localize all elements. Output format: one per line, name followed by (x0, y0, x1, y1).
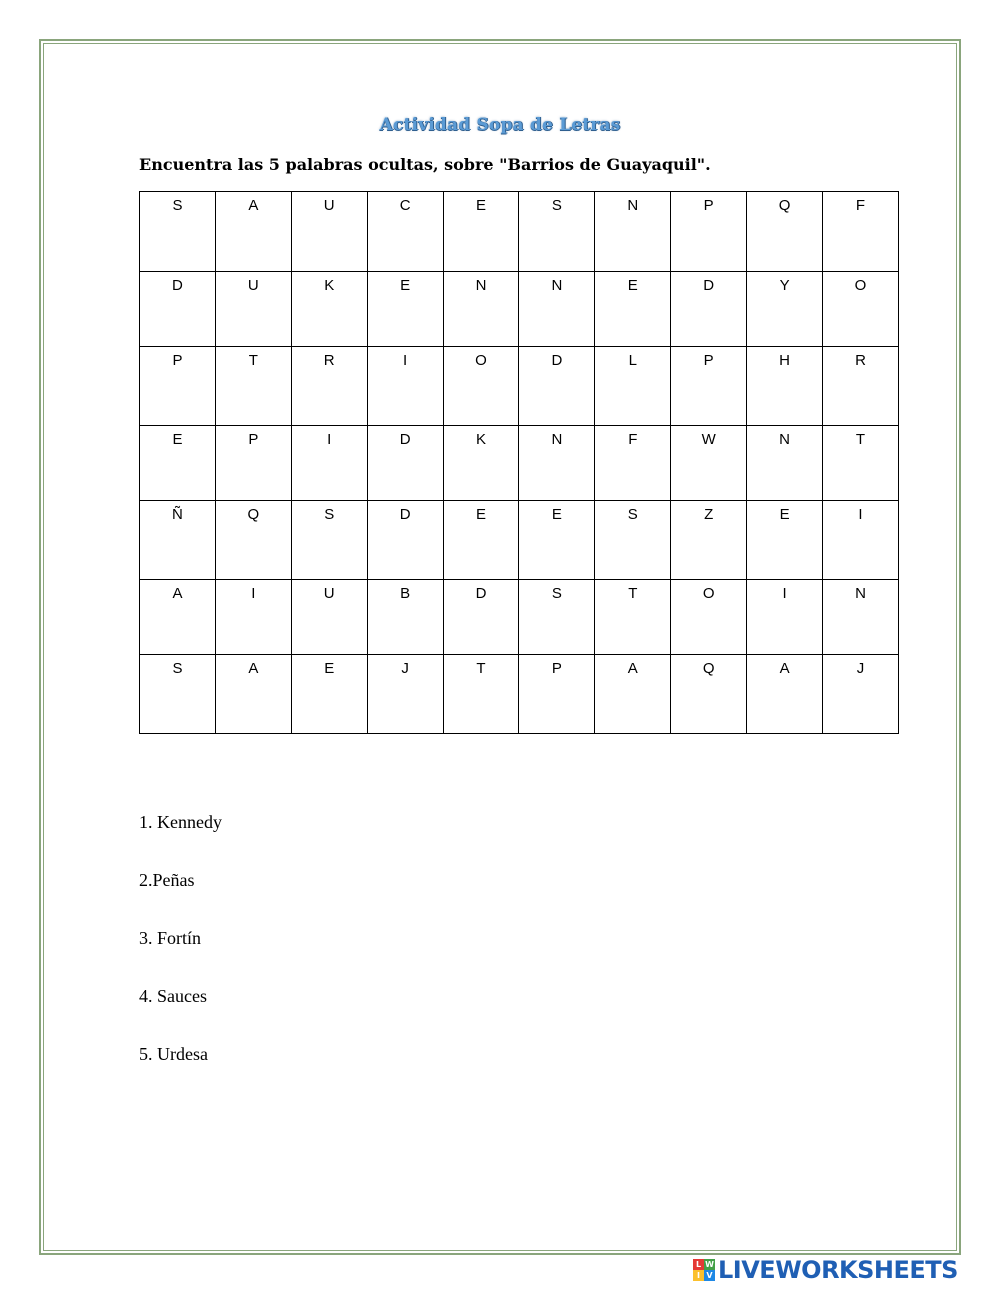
grid-cell[interactable]: D (367, 501, 443, 580)
grid-cell[interactable]: E (443, 501, 519, 580)
grid-cell[interactable]: N (443, 272, 519, 347)
grid-cell[interactable]: T (823, 426, 899, 501)
grid-cell[interactable]: R (291, 347, 367, 426)
grid-cell[interactable]: W (671, 426, 747, 501)
grid-cell[interactable]: T (595, 580, 671, 655)
grid-cell[interactable]: T (215, 347, 291, 426)
liveworksheets-logo-icon (693, 1259, 715, 1281)
grid-cell[interactable]: D (140, 272, 216, 347)
grid-cell[interactable]: F (823, 192, 899, 272)
grid-cell[interactable]: E (519, 501, 595, 580)
grid-cell[interactable]: C (367, 192, 443, 272)
grid-cell[interactable]: Q (747, 192, 823, 272)
grid-cell[interactable]: U (291, 192, 367, 272)
word-list (139, 811, 222, 1101)
grid-cell[interactable]: S (595, 501, 671, 580)
grid-cell[interactable]: Q (671, 655, 747, 734)
word-list-item: 5. Urdesa (139, 1044, 208, 1064)
logo-tile: V (704, 1270, 715, 1281)
grid-cell[interactable]: D (443, 580, 519, 655)
grid-cell[interactable]: S (519, 192, 595, 272)
liveworksheets-brand[interactable] (693, 1256, 958, 1284)
grid-cell[interactable]: Z (671, 501, 747, 580)
grid-cell[interactable]: A (215, 192, 291, 272)
grid-cell[interactable]: Q (215, 501, 291, 580)
grid-row (140, 272, 899, 347)
logo-tile: W (705, 1260, 714, 1269)
grid-cell[interactable]: P (215, 426, 291, 501)
grid-cell[interactable]: S (519, 580, 595, 655)
grid-cell[interactable]: P (671, 192, 747, 272)
grid-cell[interactable]: E (291, 655, 367, 734)
logo-tile: I (693, 1270, 704, 1281)
page-title: Actividad Sopa de Letras (379, 115, 621, 135)
grid-cell[interactable]: A (747, 655, 823, 734)
grid-cell[interactable]: I (215, 580, 291, 655)
grid-cell[interactable]: Y (747, 272, 823, 347)
grid-row (140, 192, 899, 272)
grid-cell[interactable]: N (595, 192, 671, 272)
grid-cell[interactable]: H (747, 347, 823, 426)
grid-cell[interactable]: I (367, 347, 443, 426)
grid-cell[interactable]: O (443, 347, 519, 426)
grid-cell[interactable]: J (823, 655, 899, 734)
word-list-item: 1. Kennedy (139, 812, 222, 832)
word-search-grid (139, 191, 899, 734)
grid-row (140, 580, 899, 655)
grid-cell[interactable]: D (367, 426, 443, 501)
grid-row (140, 426, 899, 501)
grid-cell[interactable]: E (595, 272, 671, 347)
grid-cell[interactable]: B (367, 580, 443, 655)
grid-cell[interactable]: A (595, 655, 671, 734)
word-list-item: 2.Peñas (139, 870, 195, 890)
grid-cell[interactable]: N (747, 426, 823, 501)
grid-cell[interactable]: I (747, 580, 823, 655)
grid-cell[interactable]: Ñ (140, 501, 216, 580)
grid-cell[interactable]: I (291, 426, 367, 501)
word-list-item: 3. Fortín (139, 928, 202, 948)
instruction-text: Encuentra las 5 palabras ocultas, sobre "Barrios de Guayaquil". (139, 155, 711, 174)
grid-cell[interactable]: A (215, 655, 291, 734)
grid-cell[interactable]: P (519, 655, 595, 734)
grid-cell[interactable]: D (519, 347, 595, 426)
grid-cell[interactable]: S (291, 501, 367, 580)
grid-cell[interactable]: E (140, 426, 216, 501)
grid-cell[interactable]: E (747, 501, 823, 580)
grid-cell[interactable]: F (595, 426, 671, 501)
grid-cell[interactable]: L (595, 347, 671, 426)
grid-cell[interactable]: S (140, 655, 216, 734)
grid-cell[interactable]: E (367, 272, 443, 347)
grid-cell[interactable]: P (671, 347, 747, 426)
grid-cell[interactable]: O (671, 580, 747, 655)
grid-cell[interactable]: N (519, 272, 595, 347)
grid-cell[interactable]: R (823, 347, 899, 426)
grid-cell[interactable]: J (367, 655, 443, 734)
grid-row (140, 655, 899, 734)
word-list-item: 4. Sauces (139, 986, 207, 1006)
grid-cell[interactable]: O (823, 272, 899, 347)
grid-cell[interactable]: D (671, 272, 747, 347)
grid-cell[interactable]: P (140, 347, 216, 426)
grid-cell[interactable]: A (140, 580, 216, 655)
grid-row (140, 501, 899, 580)
grid-cell[interactable]: N (823, 580, 899, 655)
grid-cell[interactable]: I (823, 501, 899, 580)
grid-row (140, 347, 899, 426)
grid-cell[interactable]: S (140, 192, 216, 272)
grid-cell[interactable]: K (443, 426, 519, 501)
grid-cell[interactable]: N (519, 426, 595, 501)
brand-name: LIVEWORKSHEETS (718, 1256, 958, 1284)
grid-cell[interactable]: E (443, 192, 519, 272)
grid-cell[interactable]: K (291, 272, 367, 347)
grid-cell[interactable]: U (291, 580, 367, 655)
grid-cell[interactable]: T (443, 655, 519, 734)
logo-tile: L (693, 1259, 704, 1270)
grid-cell[interactable]: U (215, 272, 291, 347)
